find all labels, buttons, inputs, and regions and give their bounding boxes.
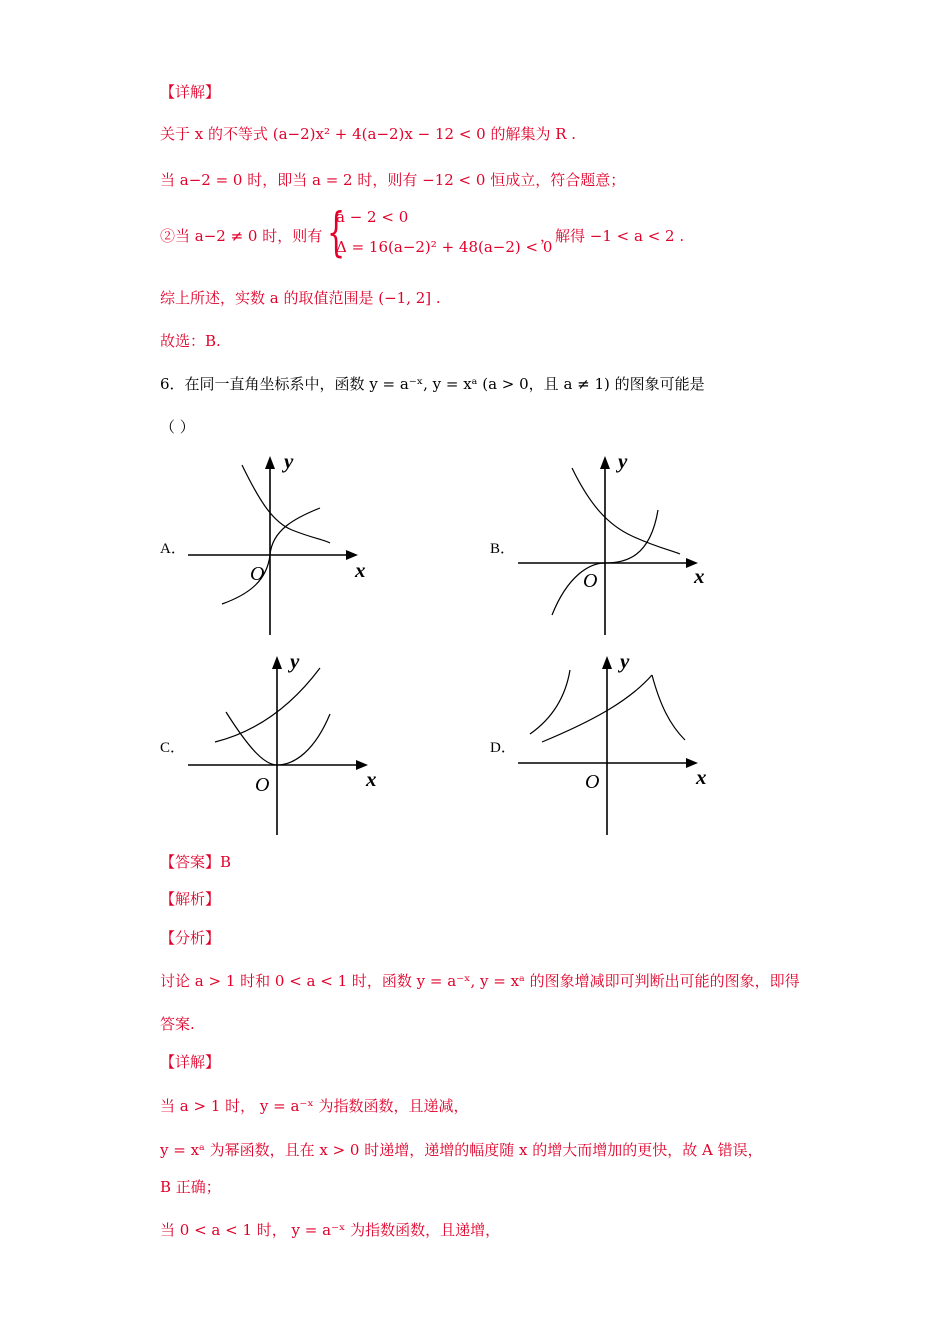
graph-option-d (510, 650, 710, 840)
graph-option-b (510, 450, 710, 640)
solution-line-summary: 综上所述，实数 a 的取值范围是 (−1, 2] . (160, 289, 441, 307)
detail-line-3: B 正确； (160, 1178, 221, 1196)
detail-line-4: 当 0 < a < 1 时， y = a⁻ˣ 为指数函数，且递增， (160, 1221, 501, 1239)
y-axis-arrow (602, 656, 612, 669)
x-axis-label: x (694, 564, 705, 588)
analysis-line-1: 讨论 a > 1 时和 0 < a < 1 时，函数 y = a⁻ˣ, y = xᵃ 的图象增减即可判断出可能的图象，即得 (160, 972, 800, 990)
system-line-2: Δ = 16(a−2)² + 48(a−2) < 0 (336, 238, 553, 256)
origin-label: O (585, 771, 600, 793)
curve-power-left (530, 670, 570, 734)
section-heading-analysis: 【解析】 (160, 890, 221, 908)
detail-line-2: y = xᵃ 为幂函数，且在 x > 0 时递增，递增的幅度随 x 的增大而增加的更快，故 A 错误， (160, 1141, 763, 1159)
curve-power (226, 712, 330, 765)
y-axis-label: y (618, 449, 628, 473)
curve-power-right (652, 675, 685, 740)
solution-line-choice: 故选：B. (160, 332, 221, 350)
curve-exponential (242, 465, 330, 543)
y-axis-arrow (272, 656, 282, 669)
analysis-line-2: 答案. (160, 1015, 195, 1033)
curve-exponential (572, 468, 680, 554)
y-axis-label: y (290, 649, 300, 673)
curve-exponential (215, 668, 320, 742)
system-line-1: a − 2 < 0 (336, 208, 409, 226)
option-label-c: C． (160, 740, 186, 756)
graph-option-a (180, 450, 380, 640)
y-axis-arrow (265, 456, 275, 469)
section-heading-detail: 【详解】 (160, 83, 221, 101)
x-axis-label: x (366, 767, 377, 791)
answer-line: 【答案】B (160, 853, 232, 871)
section-heading-detail-2: 【详解】 (160, 1053, 221, 1071)
x-axis-label: x (696, 765, 707, 789)
solution-line-inequality: 关于 x 的不等式 (a−2)x² + 4(a−2)x − 12 < 0 的解集为 R . (160, 125, 577, 143)
y-axis-label: y (620, 649, 630, 673)
solution-line-case1: 当 a−2 = 0 时，即当 a = 2 时，则有 −12 < 0 恒成立，符合题意； (160, 171, 626, 189)
y-axis-arrow (600, 456, 610, 469)
option-label-a: A． (160, 541, 186, 557)
origin-label: O (255, 774, 270, 796)
solution-line-case2-result: ，解得 −1 < a < 2 . (540, 227, 685, 245)
y-axis-label: y (284, 449, 294, 473)
graph-option-c (180, 650, 380, 840)
question-6-text: 6．在同一直角坐标系中，函数 y = a⁻ˣ, y = xᵃ (a > 0，且 a ≠ 1) 的图象可能是 (160, 375, 705, 393)
solution-line-case2-prefix: ②当 a−2 ≠ 0 时，则有 (160, 227, 323, 245)
detail-line-1: 当 a > 1 时， y = a⁻ˣ 为指数函数，且递减， (160, 1097, 469, 1115)
curve-exponential (542, 675, 652, 742)
option-label-d: D． (490, 740, 516, 756)
answer-parentheses: （ ） (160, 418, 195, 436)
origin-label: O (583, 570, 598, 592)
option-label-b: B． (490, 541, 516, 557)
x-axis-label: x (355, 558, 366, 582)
system-brace: { (327, 203, 346, 263)
origin-label: O (250, 563, 265, 585)
curve-power (222, 508, 320, 604)
section-heading-fenxi: 【分析】 (160, 929, 221, 947)
